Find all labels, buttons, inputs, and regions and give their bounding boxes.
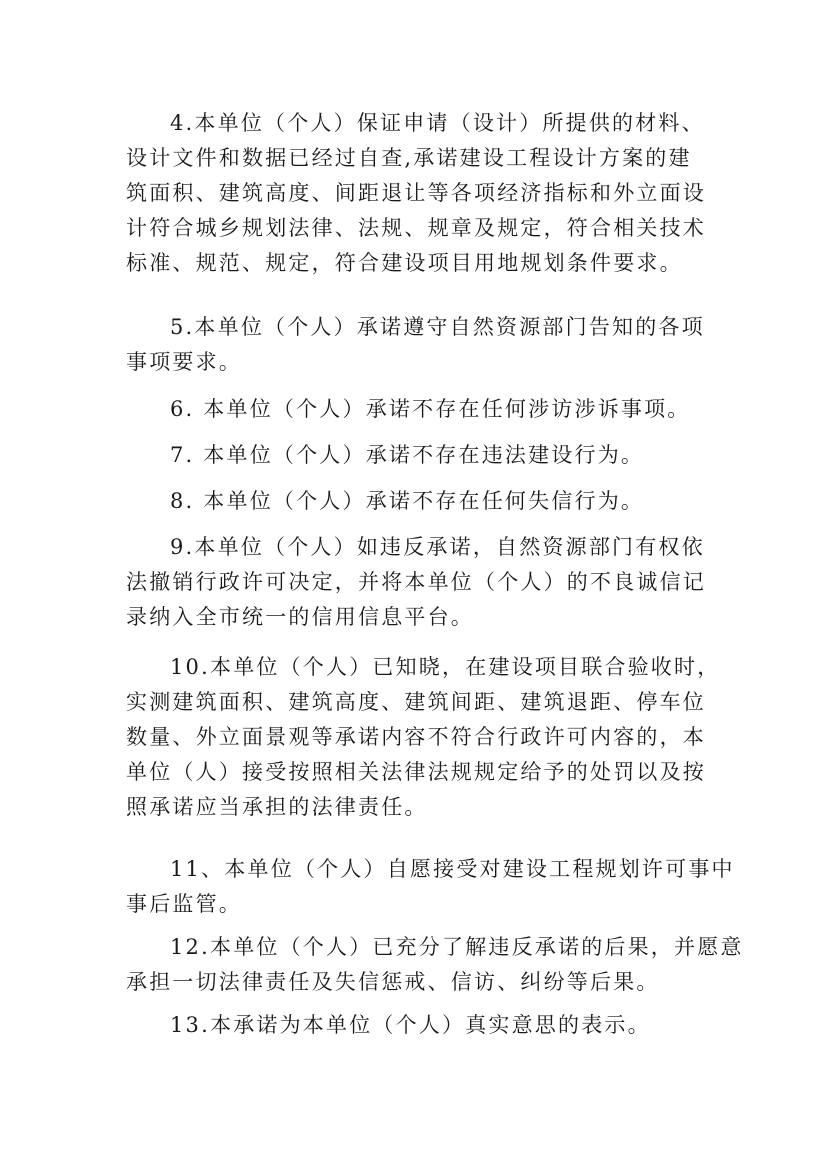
commitment-item-5 [126,310,706,380]
text-line: 7. 本单位（个人）承诺不存在违法建设行为。 [170,443,645,467]
commitment-item-8 [126,484,706,519]
text-line: 6. 本单位（个人）承诺不存在任何涉访涉诉事项。 [170,397,691,421]
text-line: 12.本单位（个人）已充分了解违反承诺的后果，并愿意 [170,935,744,959]
text-line: 事项要求。 [126,350,242,374]
commitment-item-9 [126,530,706,635]
text-line: 11、本单位（个人）自愿接受对建设工程规划许可事中 [170,857,735,881]
text-line: 5.本单位（个人）承诺遵守自然资源部门告知的各项 [170,315,705,339]
commitment-item-10 [126,650,721,825]
text-line: 事后监管。 [126,892,242,916]
text-line: 录纳入全市统一的信用信息平台。 [126,605,474,629]
text-line: 标准、规范、规定，符合建设项目用地规划条件要求。 [126,251,683,275]
text-line: 8. 本单位（个人）承诺不存在任何失信行为。 [170,489,645,513]
commitment-item-7 [126,438,706,473]
text-line: 承担一切法律责任及失信惩戒、信访、纠纷等后果。 [126,970,660,994]
text-line: 4.本单位（个人）保证申请（设计）所提供的材料、 [170,111,705,135]
text-line: 计符合城乡规划法律、法规、规章及规定，符合相关技术 [126,216,706,240]
text-line: 9.本单位（个人）如违反承诺，自然资源部门有权依 [170,535,705,559]
text-line: 设计文件和数据已经过自查,承诺建设工程设计方案的建 [126,146,692,170]
commitment-item-12 [126,930,744,1000]
text-line: 法撤销行政许可决定，并将本单位（个人）的不良诚信记 [126,570,706,594]
text-line: 数量、外立面景观等承诺内容不符合行政许可内容的，本 [126,725,706,749]
text-line: 实测建筑面积、建筑高度、建筑间距、建筑退距、停车位 [126,690,706,714]
commitment-item-11 [126,852,735,922]
text-line: 10.本单位（个人）已知晓，在建设项目联合验收时， [170,655,721,679]
text-line: 单位（人）接受按照相关法律法规规定给予的处罚以及按 [126,760,706,784]
text-line: 13.本承诺为本单位（个人）真实意思的表示。 [170,1013,651,1037]
commitment-item-13 [126,1008,706,1043]
commitment-item-4 [126,106,706,281]
commitment-item-6 [126,392,706,427]
text-line: 筑面积、建筑高度、间距退让等各项经济指标和外立面设 [126,181,706,205]
text-line: 照承诺应当承担的法律责任。 [126,795,428,819]
